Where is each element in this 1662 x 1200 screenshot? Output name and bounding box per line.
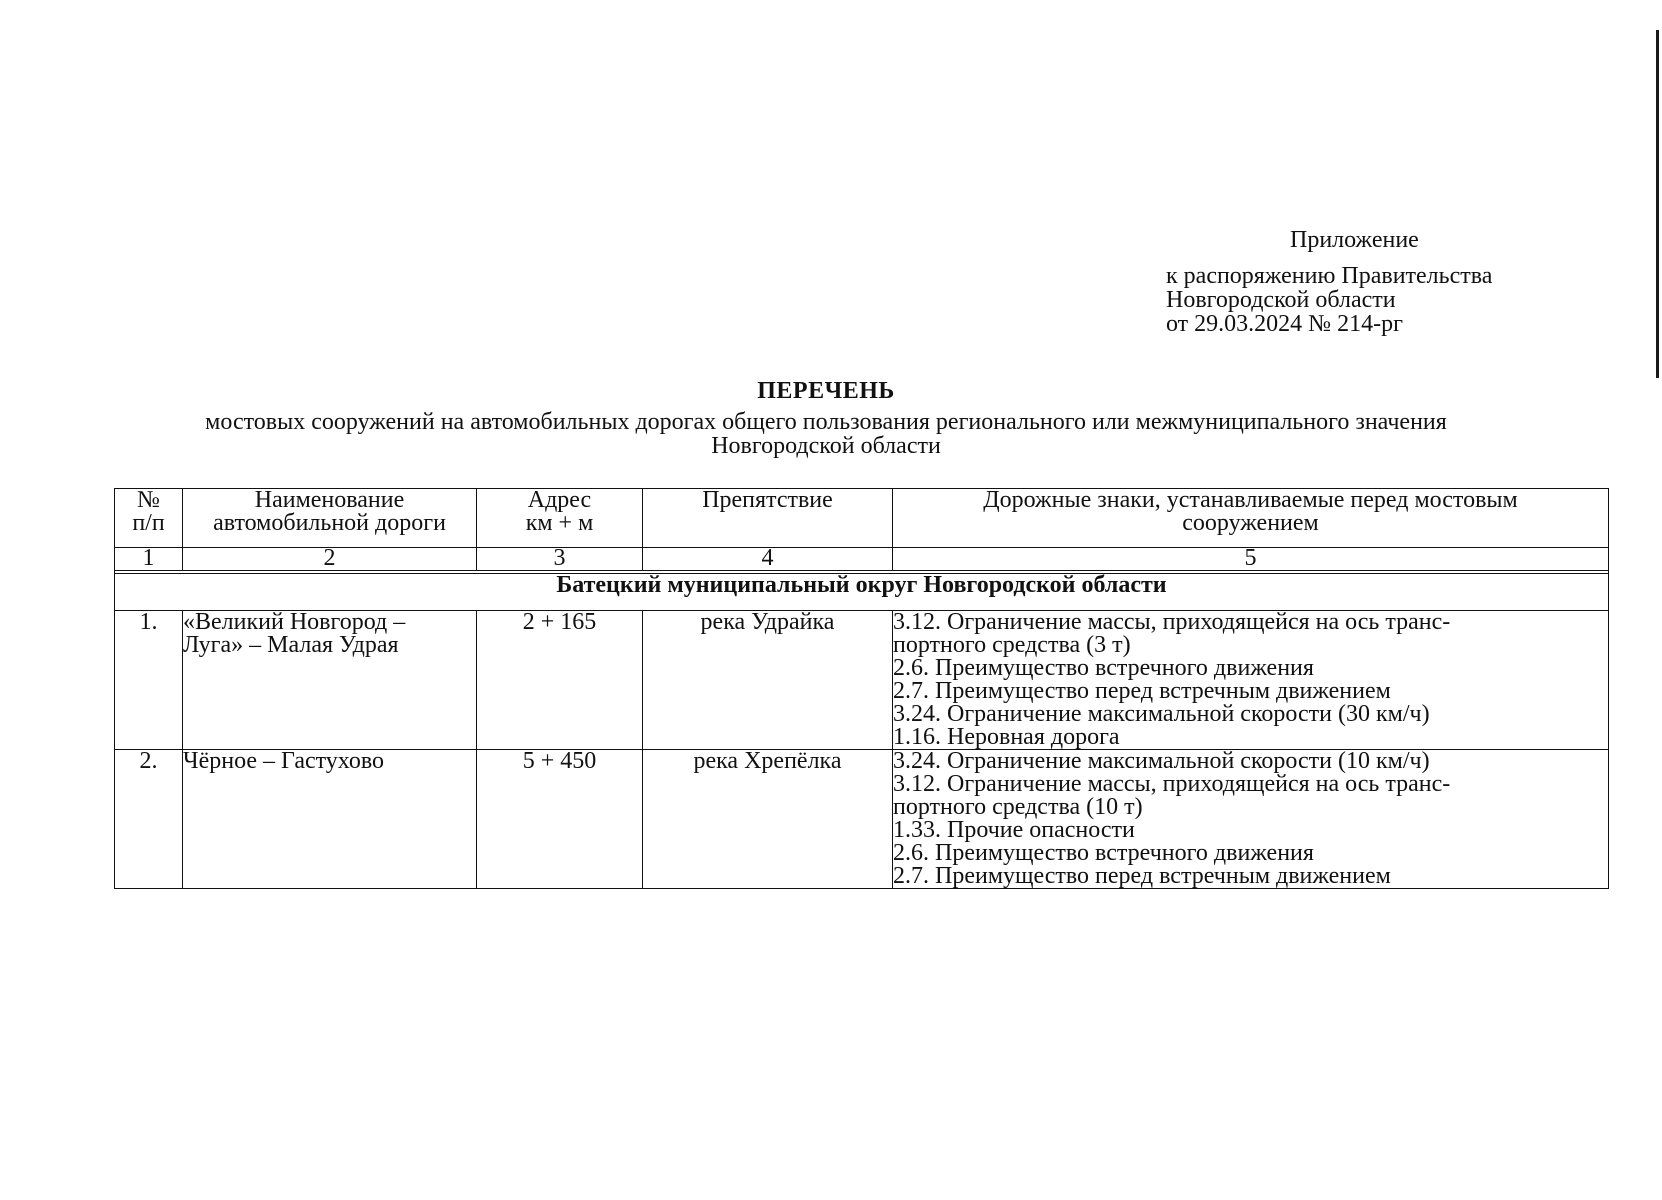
header-address-line-1: Адрес [527, 487, 592, 513]
header-obstacle: Препятствие [643, 489, 893, 548]
header-signs [893, 489, 1609, 548]
column-number: 4 [643, 548, 893, 571]
road-sign-cell [893, 703, 1609, 726]
road-sign-line-1: 2.6. Преимущество встречного движения [893, 840, 1314, 866]
column-number: 1 [115, 548, 183, 571]
document-subtitle-line-2: Новгородской области [711, 433, 941, 459]
road-sign-line-1: 3.24. Ограничение максимальной скорости (30 км/ч) [893, 701, 1430, 727]
road-sign-line-1: 2.6. Преимущество встречного движения [893, 655, 1314, 681]
road-sign-line-1: 1.16. Неровная дорога [893, 724, 1120, 750]
road-sign-cell [893, 726, 1609, 750]
road-sign-cell [893, 657, 1609, 680]
road-name-line-1: Чёрное – Гастухово [183, 748, 385, 774]
road-name-line-2: Луга» – Малая Удрая [183, 632, 399, 658]
column-number: 3 [477, 548, 643, 571]
table-header-row [115, 489, 1609, 548]
road-sign-cell [893, 865, 1609, 889]
address-cell: 2 + 165 [477, 611, 643, 750]
column-number: 2 [183, 548, 477, 571]
header-road-line-1: Наименование [254, 487, 405, 513]
document-heading [96, 376, 1556, 458]
table-row [115, 611, 1609, 658]
annex-line-1: к распоряжению Правительства [1166, 263, 1493, 289]
row-number-cell: 2. [115, 750, 183, 889]
road-sign-cell [893, 611, 1609, 658]
road-name-cell [183, 750, 477, 889]
document-subtitle-line-1: мостовых сооружений на автомобильных дорогах общего пользования регионального или межмуниципального значения [205, 409, 1447, 435]
road-sign-line-1: 2.7. Преимущество перед встречным движением [893, 863, 1391, 889]
road-name-line-1: «Великий Новгород – [183, 609, 406, 635]
road-sign-cell [893, 750, 1609, 774]
road-sign-line-2: портного средства (10 т) [893, 794, 1143, 820]
road-sign-line-1: 3.12. Ограничение массы, приходящейся на ось транс- [893, 609, 1451, 635]
header-num [115, 489, 183, 548]
road-sign-line-2: портного средства (3 т) [893, 632, 1131, 658]
header-signs-line-2: сооружением [1182, 510, 1319, 536]
road-sign-cell [893, 680, 1609, 703]
annex-block [1166, 228, 1596, 336]
header-num-line-1: № [137, 487, 160, 513]
annex-line-2: Новгородской области [1166, 287, 1396, 313]
page-edge-line [1656, 30, 1659, 378]
document-title: ПЕРЕЧЕНЬ [757, 378, 895, 404]
section-row [115, 574, 1609, 611]
header-road [183, 489, 477, 548]
column-numbers-row [115, 548, 1609, 571]
document-subtitle [96, 410, 1556, 458]
obstacle-cell: река Удрайка [643, 611, 893, 750]
road-sign-cell [893, 773, 1609, 819]
road-sign-cell [893, 819, 1609, 842]
table-row [115, 750, 1609, 774]
annex-title: Приложение [1290, 227, 1419, 253]
road-sign-line-1: 3.24. Ограничение максимальной скорости (10 км/ч) [893, 748, 1430, 774]
obstacle-cell: река Хрепёлка [643, 750, 893, 889]
bridges-table [114, 488, 1609, 889]
header-num-line-2: п/п [132, 510, 165, 536]
header-address-line-2: км + м [525, 510, 594, 536]
road-sign-line-1: 1.33. Прочие опасности [893, 817, 1135, 843]
road-sign-line-1: 2.7. Преимущество перед встречным движением [893, 678, 1391, 704]
road-sign-line-1: 3.12. Ограничение массы, приходящейся на ось транс- [893, 771, 1451, 797]
header-signs-line-1: Дорожные знаки, устанавливаемые перед мостовым [983, 487, 1518, 513]
row-number-cell: 1. [115, 611, 183, 750]
road-name-cell [183, 611, 477, 750]
road-sign-cell [893, 842, 1609, 865]
header-address [477, 489, 643, 548]
section-title: Батецкий муниципальный округ Новгородской области [115, 574, 1609, 611]
column-number: 5 [893, 548, 1609, 571]
address-cell: 5 + 450 [477, 750, 643, 889]
annex-line-3: от 29.03.2024 № 214-рг [1166, 311, 1403, 337]
header-road-line-2: автомобильной дороги [213, 510, 446, 536]
